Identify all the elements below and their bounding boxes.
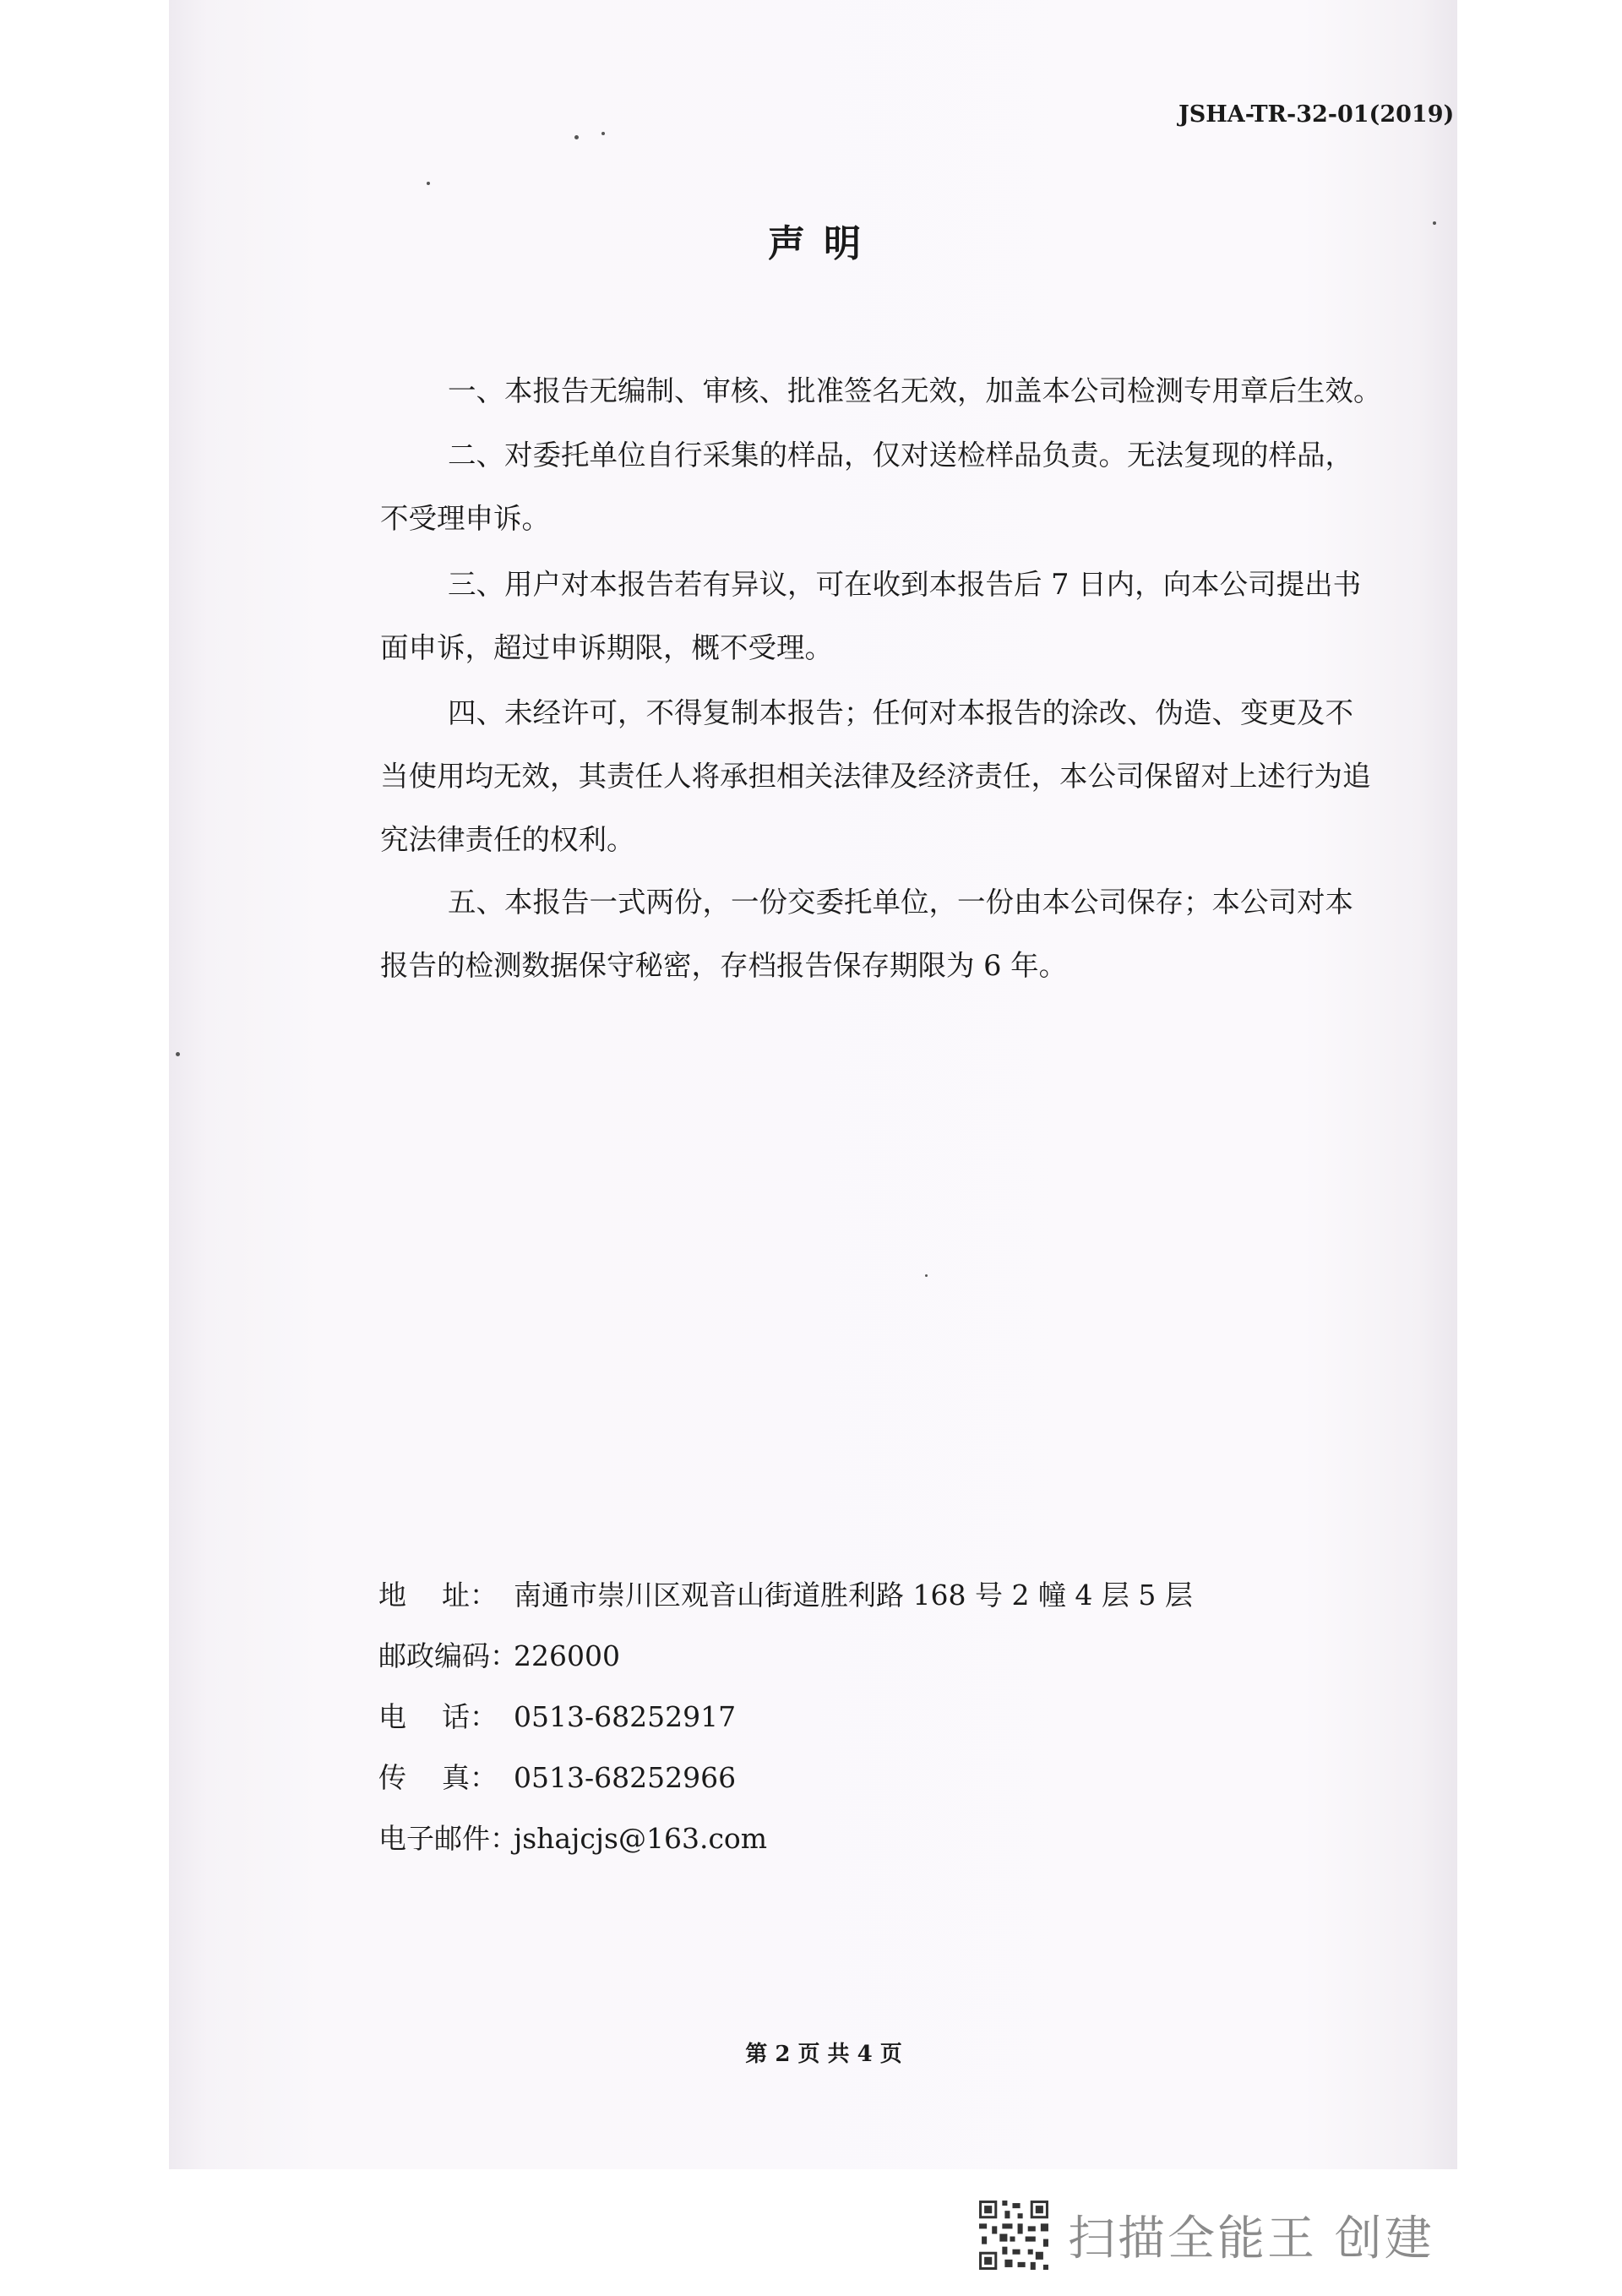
clause-line: 报告的检测数据保守秘密，存档报告保存期限为 6 年。 <box>380 949 1068 982</box>
clause-2 <box>380 423 1394 550</box>
contact-phone <box>378 1695 736 1735</box>
qr-code-icon <box>977 2198 1051 2272</box>
document-page <box>169 0 1457 2169</box>
clause-line: 一、本报告无编制、审核、批准签名无效，加盖本公司检测专用章后生效。 <box>448 374 1382 407</box>
clause-3 <box>380 553 1394 679</box>
clause-4 <box>380 681 1394 871</box>
page-title: 声明 <box>768 222 879 265</box>
clause-line: 三、用户对本报告若有异议，可在收到本报告后 7 日内，向本公司提出书 <box>448 568 1362 601</box>
clause-line: 当使用均无效，其责任人将承担相关法律及经济责任，本公司保留对上述行为追 <box>380 760 1371 793</box>
clause-line: 四、未经许可，不得复制本报告；任何对本报告的涂改、伪造、变更及不 <box>448 696 1353 729</box>
contact-value: 0513-68252917 <box>514 1700 737 1733</box>
document-code: JSHA-TR-32-01(2019) <box>1178 101 1455 128</box>
contact-email <box>378 1817 767 1857</box>
scanner-watermark <box>977 2197 1434 2273</box>
contact-label: 邮政编码： <box>378 1639 518 1672</box>
clause-5 <box>380 870 1394 997</box>
contact-label: 地 址： <box>378 1579 498 1612</box>
clause-line: 五、本报告一式两份，一份交委托单位，一份由本公司保存；本公司对本 <box>448 886 1353 919</box>
contact-label: 传 真： <box>378 1761 498 1794</box>
contact-label: 电子邮件： <box>378 1822 518 1855</box>
contact-postcode <box>378 1634 620 1674</box>
contact-value: 0513-68252966 <box>514 1761 737 1794</box>
clause-line: 究法律责任的权利。 <box>380 823 635 856</box>
watermark-text: 扫描全能王 创建 <box>1068 2211 1434 2266</box>
contact-address <box>378 1573 1193 1613</box>
clause-1 <box>380 359 1394 423</box>
contact-value: jshajcjs@163.com <box>514 1822 768 1855</box>
clause-line: 二、对委托单位自行采集的样品，仅对送检样品负责。无法复现的样品， <box>448 439 1353 472</box>
clause-line: 面申诉，超过申诉期限，概不受理。 <box>380 631 833 664</box>
contact-fax <box>378 1756 736 1796</box>
contact-value: 226000 <box>514 1639 620 1672</box>
clause-line: 不受理申诉。 <box>380 502 550 535</box>
contact-label: 电 话： <box>378 1700 498 1733</box>
contact-value: 南通市崇川区观音山街道胜利路 168 号 2 幢 4 层 5 层 <box>514 1579 1193 1612</box>
page-number: 第 2 页 共 4 页 <box>745 2042 902 2067</box>
